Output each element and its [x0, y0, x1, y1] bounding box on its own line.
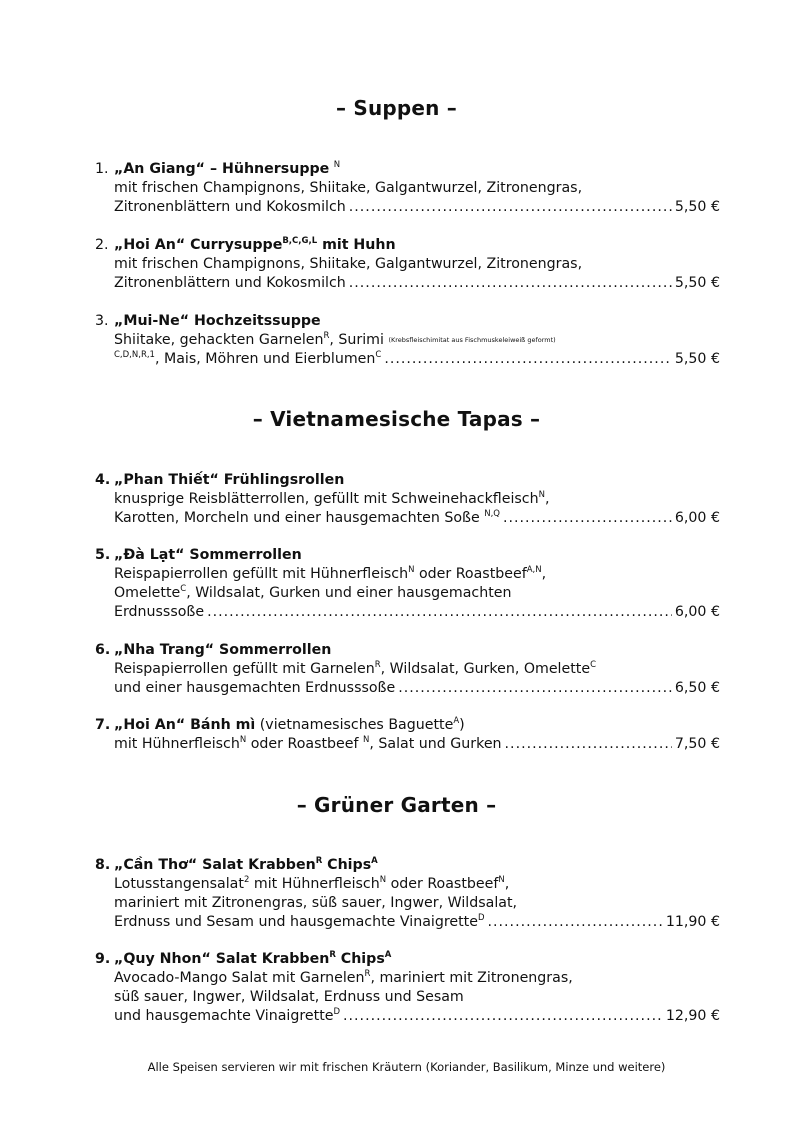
item-description: , [544, 491, 550, 507]
item-description: oder Roastbeef [386, 876, 499, 892]
item-name: „An Giang“ – Hühnersuppe [114, 161, 330, 177]
allergen-code: N,Q [484, 509, 500, 519]
item-price: 6,00 € [674, 604, 720, 620]
item-name-suffix: Chips [335, 951, 385, 967]
allergen-code: R [323, 331, 330, 341]
allergen-code: N [379, 875, 387, 885]
allergen-code: B,C,G,L [282, 236, 318, 246]
item-name: „Đà Lạt“ Sommerrollen [114, 547, 302, 563]
dot-leader [384, 350, 672, 369]
allergen-code: C [180, 584, 187, 594]
dot-leader [505, 735, 672, 754]
dot-leader [349, 198, 672, 217]
item-name: „Quy Nhon“ Salat Krabben [114, 951, 330, 967]
item-description: Lotusstangensalat [114, 876, 244, 892]
item-description: und hausgemachte Vinaigrette [114, 1008, 334, 1024]
dot-leader [398, 679, 672, 698]
allergen-code: N [498, 875, 505, 885]
allergen-code: C [590, 660, 597, 670]
allergen-code: A [384, 950, 392, 960]
item-price: 6,00 € [674, 510, 720, 526]
item-description: und einer hausgemachten Erdnusssoße [114, 680, 396, 696]
allergen-code: R [315, 856, 323, 866]
item-name-note: ) [459, 717, 465, 733]
item-price: 5,50 € [674, 199, 720, 215]
item-number: 4. [95, 472, 111, 488]
item-description: Omelette [114, 585, 181, 601]
item-number: 1. [95, 161, 109, 177]
item-price: 5,50 € [674, 351, 720, 367]
item-description: , Wildsalat, Gurken und einer hausgemachten [186, 585, 512, 601]
menu-item-2 [95, 236, 720, 293]
allergen-code: A [453, 716, 460, 726]
item-description: mariniert mit Zitronengras, süß sauer, Ingwer, Wildsalat, [114, 895, 518, 911]
item-number: 9. [95, 951, 111, 967]
item-price: 12,90 € [665, 1008, 720, 1024]
dot-leader [488, 913, 663, 932]
dot-leader [503, 509, 672, 528]
menu-item-7 [95, 716, 720, 754]
item-description: Erdnuss und Sesam und hausgemachte Vinaigrette [114, 914, 478, 930]
item-description: , Salat und Gurken [369, 736, 502, 752]
allergen-code: N [239, 735, 247, 745]
item-description: Zitronenblättern und Kokosmilch [114, 275, 346, 291]
menu-item-6 [95, 641, 720, 698]
item-number: 8. [95, 857, 111, 873]
item-name: „Hoi An“ Bánh mì [114, 717, 256, 733]
menu-item-5 [95, 546, 720, 622]
allergen-code: A [371, 856, 378, 866]
item-description: Erdnusssoße [114, 604, 205, 620]
allergen-code: N [408, 565, 415, 575]
item-description: Reispapierrollen gefüllt mit Hühnerfleisch [114, 566, 409, 582]
section-title-garten: – Grüner Garten – [296, 793, 497, 817]
item-description: knusprige Reisblätterrollen, gefüllt mit Schweinehackfleisch [114, 491, 539, 507]
item-description: mit frischen Champignons, Shiitake, Galgantwurzel, Zitronengras, [114, 256, 583, 272]
surimi-note: (Krebsfleischimitat aus Fischmuskeleiweiß geformt) [388, 336, 556, 344]
item-description: , [504, 876, 510, 892]
item-description: , mariniert mit Zitronengras, [370, 970, 573, 986]
allergen-code: C [375, 350, 382, 360]
menu-item-3 [95, 312, 720, 369]
allergen-code: R [374, 660, 381, 670]
item-description: , Surimi [329, 332, 389, 348]
item-description: , Mais, Möhren und Eierblumen [154, 351, 376, 367]
item-name: „Nha Trang“ Sommerrollen [114, 642, 332, 658]
allergen-code: R [364, 969, 371, 979]
item-number: 5. [95, 547, 111, 563]
item-description: mit Hühnerfleisch [249, 876, 380, 892]
section-title-suppen: – Suppen – [335, 96, 457, 120]
item-description: oder Roastbeef [246, 736, 363, 752]
item-description: oder Roastbeef [414, 566, 527, 582]
dot-leader [343, 1007, 663, 1026]
item-description: Zitronenblättern und Kokosmilch [114, 199, 346, 215]
section-title-tapas: – Vietnamesische Tapas – [252, 407, 541, 431]
item-description: süß sauer, Ingwer, Wildsalat, Erdnuss und Sesam [114, 989, 464, 1005]
item-name: „Hoi An“ Currysuppe [114, 237, 283, 253]
allergen-code: N [538, 490, 545, 500]
allergen-code: N [333, 160, 341, 170]
allergen-code: 2 [243, 875, 250, 885]
item-name: „Phan Thiết“ Frühlingsrollen [114, 472, 345, 488]
footer-note: Alle Speisen servieren wir mit frischen Kräutern (Koriander, Basilikum, Minze und weitere) [147, 1060, 666, 1074]
allergen-code: C,D,N,R,1 [114, 350, 155, 360]
item-description: , [541, 566, 547, 582]
item-description: Avocado-Mango Salat mit Garnelen [114, 970, 365, 986]
dot-leader [349, 274, 672, 293]
allergen-code: D [477, 913, 485, 923]
item-price: 11,90 € [665, 914, 720, 930]
item-number: 7. [95, 717, 111, 733]
menu-item-8 [95, 856, 720, 932]
item-description: mit Hühnerfleisch [114, 736, 240, 752]
item-description: Karotten, Morcheln und einer hausgemachten Soße [114, 510, 485, 526]
item-price: 7,50 € [674, 736, 720, 752]
item-name-suffix: Chips [322, 857, 372, 873]
item-price: 5,50 € [674, 275, 720, 291]
item-name: „Mui-Ne“ Hochzeitssuppe [114, 313, 321, 329]
allergen-code: D [333, 1007, 341, 1017]
dot-leader [207, 603, 672, 622]
item-name-suffix: mit Huhn [317, 237, 396, 253]
item-price: 6,50 € [674, 680, 720, 696]
allergen-code: R [329, 950, 336, 960]
item-name-note: (vietnamesisches Baguette [255, 717, 454, 733]
item-description: Reispapierrollen gefüllt mit Garnelen [114, 661, 375, 677]
item-name: „Cần Thơ“ Salat Krabben [114, 857, 316, 873]
allergen-code: A,N [526, 565, 542, 575]
menu-item-9 [95, 950, 720, 1026]
item-number: 2. [95, 237, 109, 253]
item-description: , Wildsalat, Gurken, Omelette [380, 661, 591, 677]
allergen-code: N [363, 735, 370, 745]
item-number: 6. [95, 642, 111, 658]
menu-item-1 [95, 160, 720, 217]
item-description: mit frischen Champignons, Shiitake, Galgantwurzel, Zitronengras, [114, 180, 583, 196]
item-number: 3. [95, 313, 109, 329]
item-description: Shiitake, gehackten Garnelen [114, 332, 324, 348]
menu-item-4 [95, 471, 720, 528]
